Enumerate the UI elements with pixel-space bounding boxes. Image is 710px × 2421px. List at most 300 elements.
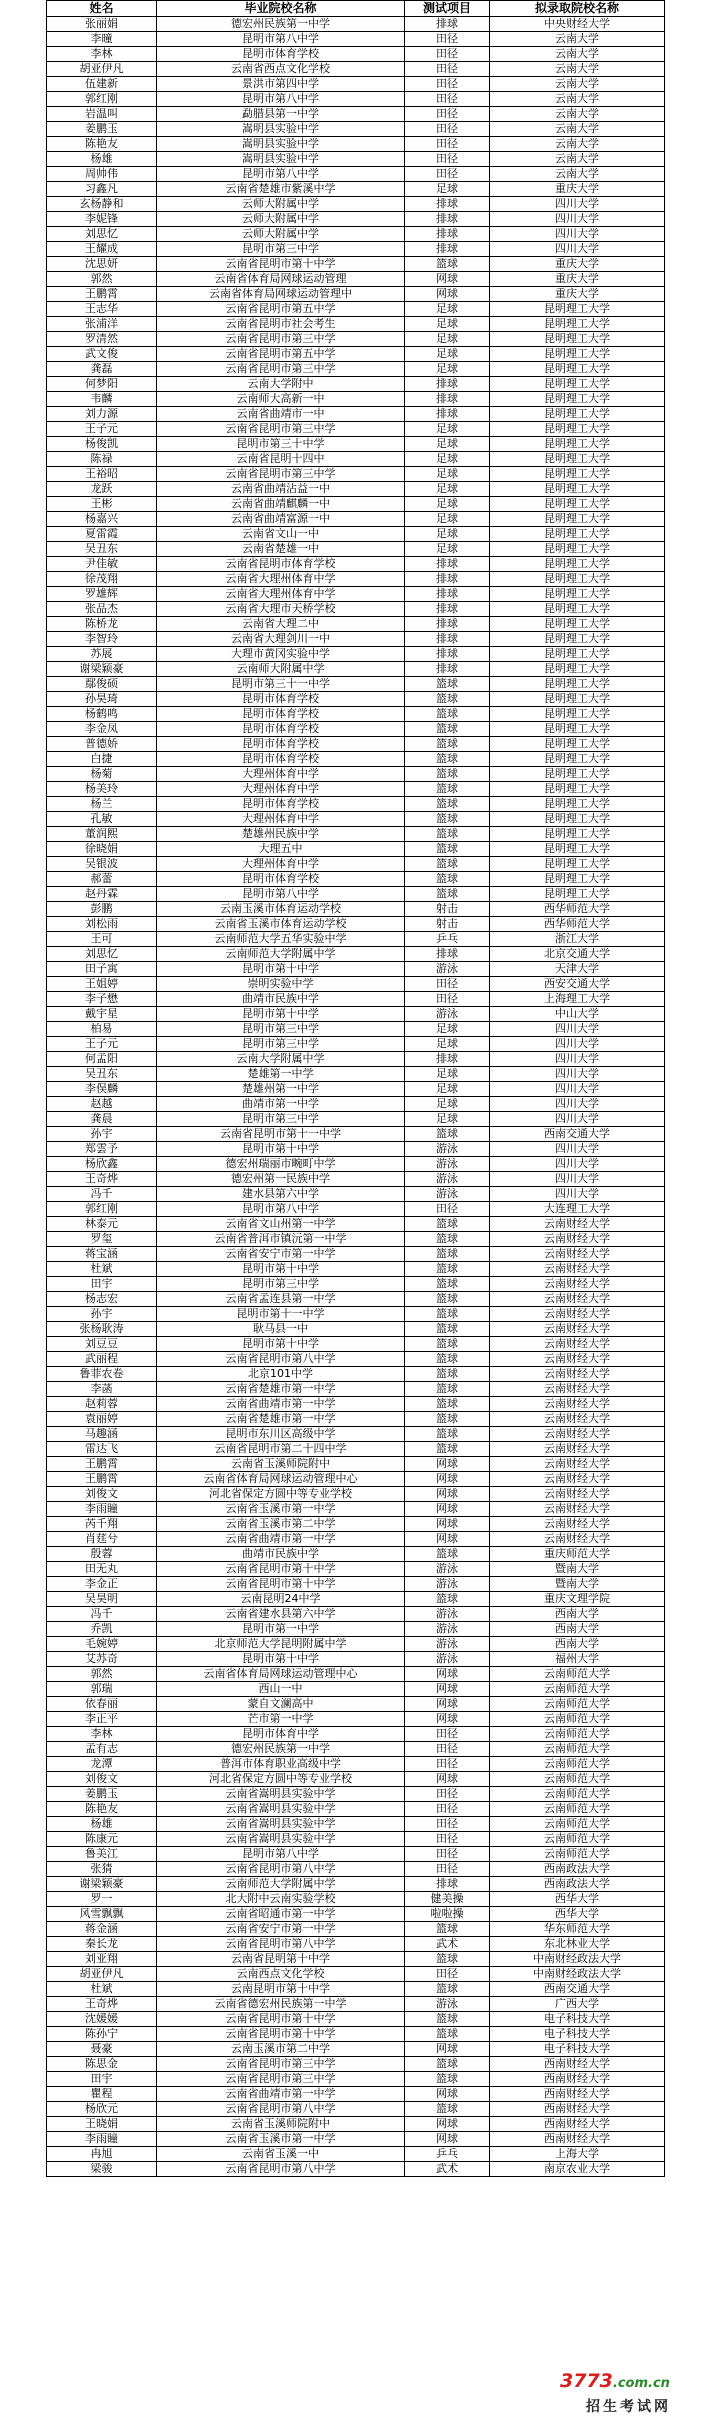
watermark-logo [560, 2370, 670, 2392]
cell-test-item: 射击 [405, 902, 490, 917]
cell-school: 云南省嵩明县实验中学 [157, 1802, 405, 1817]
cell-name: 孙宇 [47, 1127, 157, 1142]
cell-school: 云南省玉溪师院附中 [157, 1457, 405, 1472]
cell-university: 昆明理工大学 [490, 662, 665, 677]
cell-university: 云南财经大学 [490, 1502, 665, 1517]
cell-school: 昆明市第三中学 [157, 1112, 405, 1127]
cell-school: 昆明市第十一中学 [157, 1307, 405, 1322]
cell-school: 云南省玉溪一中 [157, 2147, 405, 2162]
table-row [47, 182, 665, 197]
cell-name: 张浦洋 [47, 317, 157, 332]
cell-test-item: 排球 [405, 617, 490, 632]
cell-name: 罗雄辉 [47, 587, 157, 602]
table-body [47, 17, 665, 2177]
cell-school: 昆明市体育中学 [157, 1727, 405, 1742]
table-row [47, 407, 665, 422]
cell-university: 重庆大学 [490, 182, 665, 197]
cell-school: 云南省昆明十四中 [157, 452, 405, 467]
cell-university: 云南大学 [490, 62, 665, 77]
cell-test-item: 乒乓 [405, 2147, 490, 2162]
cell-university: 西南财经大学 [490, 2072, 665, 2087]
cell-university: 云南财经大学 [490, 1532, 665, 1547]
table-row [47, 1787, 665, 1802]
cell-test-item: 排球 [405, 407, 490, 422]
cell-university: 电子科技大学 [490, 2042, 665, 2057]
cell-university: 重庆大学 [490, 272, 665, 287]
cell-university: 天津大学 [490, 962, 665, 977]
cell-university: 云南财经大学 [490, 1442, 665, 1457]
table-row [47, 2057, 665, 2072]
table-row [47, 2012, 665, 2027]
cell-test-item: 田径 [405, 92, 490, 107]
cell-name: 刘亚翔 [47, 1952, 157, 1967]
table-row [47, 1637, 665, 1652]
cell-school: 云南省曲靖市第一中学 [157, 1532, 405, 1547]
table-row [47, 77, 665, 92]
cell-test-item: 游泳 [405, 1577, 490, 1592]
cell-name: 王子元 [47, 1037, 157, 1052]
cell-school: 昆明市体育学校 [157, 692, 405, 707]
cell-test-item: 网球 [405, 2042, 490, 2057]
cell-name: 龚磊 [47, 362, 157, 377]
cell-school: 云南省昆明市第八中学 [157, 1352, 405, 1367]
cell-test-item: 篮球 [405, 1922, 490, 1937]
table-row [47, 1877, 665, 1892]
cell-school: 北京师范大学昆明附属中学 [157, 1637, 405, 1652]
table-row [47, 152, 665, 167]
cell-test-item: 排球 [405, 227, 490, 242]
cell-test-item: 足球 [405, 512, 490, 527]
cell-university: 重庆文理学院 [490, 1592, 665, 1607]
cell-name: 王鹏霄 [47, 1472, 157, 1487]
table-row [47, 1352, 665, 1367]
cell-university: 西南财经大学 [490, 2132, 665, 2147]
cell-name: 芮千翔 [47, 1517, 157, 1532]
table-row [47, 1382, 665, 1397]
cell-test-item: 排球 [405, 632, 490, 647]
cell-test-item: 篮球 [405, 722, 490, 737]
cell-university: 昆明理工大学 [490, 782, 665, 797]
cell-test-item: 篮球 [405, 2102, 490, 2117]
cell-name: 尹佳敏 [47, 557, 157, 572]
cell-university: 昆明理工大学 [490, 557, 665, 572]
cell-school: 楚雄州第一中学 [157, 1082, 405, 1097]
cell-school: 云南省昆明第十中学 [157, 1952, 405, 1967]
cell-name: 郭红刚 [47, 92, 157, 107]
table-row [47, 1757, 665, 1772]
cell-university: 云南师范大学 [490, 1802, 665, 1817]
cell-university: 云南师范大学 [490, 1712, 665, 1727]
table-row [47, 947, 665, 962]
cell-name: 苏展 [47, 647, 157, 662]
cell-name: 沈思妍 [47, 257, 157, 272]
cell-school: 云南省昆明市社会考生 [157, 317, 405, 332]
cell-university: 华东师范大学 [490, 1922, 665, 1937]
cell-university: 云南师范大学 [490, 1847, 665, 1862]
cell-school: 云南省昆明市第十一中学 [157, 1127, 405, 1142]
cell-test-item: 足球 [405, 347, 490, 362]
cell-name: 雷达飞 [47, 1442, 157, 1457]
cell-school: 云南大学附属中学 [157, 1052, 405, 1067]
cell-test-item: 田径 [405, 47, 490, 62]
cell-school: 云南省昆明市第五中学 [157, 302, 405, 317]
cell-test-item: 篮球 [405, 737, 490, 752]
cell-test-item: 足球 [405, 422, 490, 437]
table-row [47, 47, 665, 62]
cell-university: 上海理工大学 [490, 992, 665, 1007]
cell-university: 昆明理工大学 [490, 797, 665, 812]
cell-name: 田子寓 [47, 962, 157, 977]
cell-test-item: 网球 [405, 287, 490, 302]
cell-test-item: 田径 [405, 137, 490, 152]
cell-school: 德宏州民族第一中学 [157, 17, 405, 32]
table-row [47, 1007, 665, 1022]
cell-university: 福州大学 [490, 1652, 665, 1667]
table-row [47, 1607, 665, 1622]
cell-school: 云南省昭通市第一中学 [157, 1907, 405, 1922]
cell-name: 龙跃 [47, 482, 157, 497]
cell-university: 云南财经大学 [490, 1307, 665, 1322]
cell-school: 蒙自文澜高中 [157, 1697, 405, 1712]
cell-university: 西南大学 [490, 1637, 665, 1652]
cell-name: 冯千 [47, 1607, 157, 1622]
cell-name: 鄢俊硕 [47, 677, 157, 692]
cell-name: 张杨耿涛 [47, 1322, 157, 1337]
cell-university: 昆明理工大学 [490, 392, 665, 407]
cell-name: 张丽娟 [47, 17, 157, 32]
cell-test-item: 足球 [405, 1082, 490, 1097]
cell-university: 昆明理工大学 [490, 767, 665, 782]
cell-school: 云南昆明24中学 [157, 1592, 405, 1607]
cell-name: 夏雷霞 [47, 527, 157, 542]
table-row [47, 257, 665, 272]
cell-test-item: 游泳 [405, 1187, 490, 1202]
cell-university: 昆明理工大学 [490, 452, 665, 467]
cell-university: 四川大学 [490, 242, 665, 257]
cell-university: 东北林业大学 [490, 1937, 665, 1952]
cell-university: 四川大学 [490, 197, 665, 212]
cell-school: 昆明市体育学校 [157, 737, 405, 752]
table-row [47, 1217, 665, 1232]
cell-test-item: 篮球 [405, 1247, 490, 1262]
cell-school: 曲靖市民族中学 [157, 992, 405, 1007]
table-row [47, 2087, 665, 2102]
cell-school: 昆明市第三中学 [157, 1037, 405, 1052]
table-row [47, 1517, 665, 1532]
cell-university: 昆明理工大学 [490, 422, 665, 437]
cell-name: 刘俊文 [47, 1487, 157, 1502]
cell-school: 云南省昆明市第十中学 [157, 2012, 405, 2027]
cell-school: 昆明市体育学校 [157, 797, 405, 812]
table-row [47, 1937, 665, 1952]
cell-school: 楚雄州民族中学 [157, 827, 405, 842]
cell-university: 云南财经大学 [490, 1367, 665, 1382]
cell-school: 云南玉溪市体育运动学校 [157, 902, 405, 917]
cell-university: 重庆大学 [490, 257, 665, 272]
cell-university: 云南大学 [490, 32, 665, 47]
cell-university: 电子科技大学 [490, 2012, 665, 2027]
cell-test-item: 排球 [405, 602, 490, 617]
cell-university: 四川大学 [490, 1157, 665, 1172]
cell-university: 云南财经大学 [490, 1382, 665, 1397]
cell-name: 刘豆豆 [47, 1337, 157, 1352]
cell-test-item: 田径 [405, 77, 490, 92]
cell-school: 云南省昆明市第十中学 [157, 2027, 405, 2042]
cell-name: 徐茂翔 [47, 572, 157, 587]
table-header-row [47, 1, 665, 17]
cell-test-item: 篮球 [405, 2057, 490, 2072]
cell-test-item: 篮球 [405, 887, 490, 902]
header-admitting-university: 拟录取院校名称 [490, 1, 665, 17]
cell-school: 昆明市第十中学 [157, 1142, 405, 1157]
cell-university: 昆明理工大学 [490, 302, 665, 317]
table-row [47, 1022, 665, 1037]
cell-name: 龚晨 [47, 1112, 157, 1127]
cell-test-item: 游泳 [405, 1007, 490, 1022]
cell-name: 白捷 [47, 752, 157, 767]
cell-university: 西南大学 [490, 1607, 665, 1622]
cell-name: 陈思金 [47, 2057, 157, 2072]
cell-test-item: 足球 [405, 1112, 490, 1127]
cell-name: 吴丑东 [47, 542, 157, 557]
table-row [47, 1982, 665, 1997]
cell-university: 云南财经大学 [490, 1337, 665, 1352]
cell-test-item: 网球 [405, 272, 490, 287]
cell-school: 云南省昆明市第八中学 [157, 2102, 405, 2117]
cell-test-item: 田径 [405, 62, 490, 77]
cell-university: 云南财经大学 [490, 1487, 665, 1502]
cell-test-item: 排球 [405, 212, 490, 227]
cell-test-item: 篮球 [405, 752, 490, 767]
cell-name: 田无丸 [47, 1562, 157, 1577]
cell-test-item: 射击 [405, 917, 490, 932]
cell-university: 云南财经大学 [490, 1427, 665, 1442]
cell-name: 杨欣鑫 [47, 1157, 157, 1172]
cell-school: 云南省大理州体育中学 [157, 572, 405, 587]
cell-test-item: 足球 [405, 482, 490, 497]
cell-test-item: 足球 [405, 527, 490, 542]
cell-name: 王姐婷 [47, 977, 157, 992]
cell-name: 赵越 [47, 1097, 157, 1112]
cell-university: 四川大学 [490, 1082, 665, 1097]
cell-name: 张品杰 [47, 602, 157, 617]
cell-university: 云南财经大学 [490, 1517, 665, 1532]
cell-university: 昆明理工大学 [490, 857, 665, 872]
cell-university: 西南财经大学 [490, 2087, 665, 2102]
table-row [47, 1052, 665, 1067]
table-row [47, 1742, 665, 1757]
cell-name: 殷蓉 [47, 1547, 157, 1562]
cell-university: 昆明理工大学 [490, 482, 665, 497]
table-row [47, 1487, 665, 1502]
cell-school: 昆明市第三中学 [157, 1022, 405, 1037]
cell-school: 大理州体育中学 [157, 857, 405, 872]
cell-name: 李正平 [47, 1712, 157, 1727]
cell-school: 嵩明县实验中学 [157, 122, 405, 137]
cell-test-item: 排球 [405, 197, 490, 212]
cell-name: 陈桥龙 [47, 617, 157, 632]
table-row [47, 1682, 665, 1697]
cell-name: 杨嘉兴 [47, 512, 157, 527]
cell-school: 昆明市体育学校 [157, 722, 405, 737]
cell-school: 云南省昆明市第三中学 [157, 362, 405, 377]
cell-school: 云师大附属中学 [157, 212, 405, 227]
cell-test-item: 篮球 [405, 857, 490, 872]
cell-name: 李金凤 [47, 722, 157, 737]
cell-test-item: 网球 [405, 1532, 490, 1547]
cell-test-item: 足球 [405, 1022, 490, 1037]
cell-school: 云南省孟连县第一中学 [157, 1292, 405, 1307]
cell-university: 云南财经大学 [490, 1262, 665, 1277]
cell-school: 昆明市体育学校 [157, 707, 405, 722]
cell-school: 云南省曲靖市第一中学 [157, 1397, 405, 1412]
cell-name: 罗玺 [47, 1232, 157, 1247]
cell-name: 肖莛兮 [47, 1532, 157, 1547]
cell-test-item: 篮球 [405, 797, 490, 812]
cell-university: 四川大学 [490, 212, 665, 227]
table-row [47, 1862, 665, 1877]
table-row [47, 272, 665, 287]
cell-name: 柏易 [47, 1022, 157, 1037]
cell-school: 云南省嵩明县实验中学 [157, 1832, 405, 1847]
cell-test-item: 网球 [405, 2117, 490, 2132]
cell-name: 陈孙宁 [47, 2027, 157, 2042]
cell-name: 风雪飘飘 [47, 1907, 157, 1922]
site-watermark [560, 2370, 700, 2418]
cell-test-item: 篮球 [405, 1262, 490, 1277]
cell-name: 林泰元 [47, 1217, 157, 1232]
cell-school: 昆明市第八中学 [157, 167, 405, 182]
cell-university: 中南财经政法大学 [490, 1952, 665, 1967]
cell-name: 谢梁颖豪 [47, 662, 157, 677]
cell-school: 昆明市体育学校 [157, 752, 405, 767]
cell-university: 四川大学 [490, 1067, 665, 1082]
table-row [47, 1772, 665, 1787]
cell-test-item: 网球 [405, 2132, 490, 2147]
table-row [47, 1652, 665, 1667]
cell-test-item: 游泳 [405, 1157, 490, 1172]
table-row [47, 197, 665, 212]
table-row [47, 452, 665, 467]
table-row [47, 437, 665, 452]
cell-name: 戴宇星 [47, 1007, 157, 1022]
cell-test-item: 足球 [405, 302, 490, 317]
cell-name: 岩温叫 [47, 107, 157, 122]
table-row [47, 932, 665, 947]
cell-name: 马趣涵 [47, 1427, 157, 1442]
cell-school: 昆明市第三十中学 [157, 437, 405, 452]
cell-name: 韦麟 [47, 392, 157, 407]
cell-school: 云南省德宏州民族第一中学 [157, 1997, 405, 2012]
cell-name: 瞿程 [47, 2087, 157, 2102]
table-row [47, 1397, 665, 1412]
cell-school: 云南省玉溪师院附中 [157, 2117, 405, 2132]
cell-name: 田宇 [47, 2072, 157, 2087]
cell-school: 云南省昆明市第三中学 [157, 332, 405, 347]
table-row [47, 1847, 665, 1862]
table-row [47, 1337, 665, 1352]
cell-school: 云南省昆明市第三中学 [157, 2072, 405, 2087]
cell-test-item: 篮球 [405, 1547, 490, 1562]
table-row [47, 1622, 665, 1637]
table-row [47, 1412, 665, 1427]
cell-test-item: 篮球 [405, 257, 490, 272]
table-row [47, 107, 665, 122]
cell-school: 云南省体育局网球运动管理中心 [157, 1667, 405, 1682]
cell-name: 乔凯 [47, 1622, 157, 1637]
cell-name: 普德娇 [47, 737, 157, 752]
cell-name: 王裕昭 [47, 467, 157, 482]
table-row [47, 527, 665, 542]
cell-test-item: 篮球 [405, 2072, 490, 2087]
cell-test-item: 篮球 [405, 1427, 490, 1442]
cell-test-item: 排球 [405, 17, 490, 32]
table-row [47, 827, 665, 842]
cell-test-item: 游泳 [405, 1997, 490, 2012]
cell-test-item: 篮球 [405, 707, 490, 722]
cell-university: 昆明理工大学 [490, 692, 665, 707]
table-row [47, 227, 665, 242]
cell-test-item: 足球 [405, 1067, 490, 1082]
table-row [47, 347, 665, 362]
cell-university: 云南师范大学 [490, 1742, 665, 1757]
cell-school: 建水县第六中学 [157, 1187, 405, 1202]
cell-test-item: 篮球 [405, 1982, 490, 1997]
table-row [47, 1472, 665, 1487]
cell-test-item: 篮球 [405, 872, 490, 887]
header-test-item: 测试项目 [405, 1, 490, 17]
cell-university: 云南财经大学 [490, 1472, 665, 1487]
table-row [47, 1442, 665, 1457]
cell-school: 德宏州第一民族中学 [157, 1172, 405, 1187]
cell-university: 云南财经大学 [490, 1232, 665, 1247]
cell-university: 云南大学 [490, 77, 665, 92]
cell-school: 昆明市东川区高级中学 [157, 1427, 405, 1442]
cell-name: 刘力源 [47, 407, 157, 422]
cell-test-item: 篮球 [405, 1397, 490, 1412]
cell-school: 云南省西点文化学校 [157, 62, 405, 77]
cell-university: 昆明理工大学 [490, 707, 665, 722]
cell-university: 云南大学 [490, 137, 665, 152]
cell-school: 云南省昆明市第八中学 [157, 2162, 405, 2177]
table-row [47, 317, 665, 332]
watermark-tagline: 招生考试网 [586, 2399, 671, 2415]
cell-university: 昆明理工大学 [490, 317, 665, 332]
cell-test-item: 足球 [405, 317, 490, 332]
cell-name: 鲁菲农卷 [47, 1367, 157, 1382]
cell-university: 昆明理工大学 [490, 377, 665, 392]
cell-name: 王耀成 [47, 242, 157, 257]
cell-name: 李智玲 [47, 632, 157, 647]
table-row [47, 287, 665, 302]
table-row [47, 1232, 665, 1247]
cell-name: 谢梁颖豪 [47, 1877, 157, 1892]
cell-test-item: 田径 [405, 167, 490, 182]
table-row [47, 467, 665, 482]
cell-school: 昆明市第十中学 [157, 1262, 405, 1277]
table-row [47, 962, 665, 977]
table-row [47, 1547, 665, 1562]
table-row [47, 617, 665, 632]
cell-test-item: 足球 [405, 542, 490, 557]
cell-university: 西安交通大学 [490, 977, 665, 992]
cell-school: 云南省昆明市第三中学 [157, 2057, 405, 2072]
cell-school: 云南省昆明市第八中学 [157, 1937, 405, 1952]
table-row [47, 767, 665, 782]
cell-test-item: 网球 [405, 1667, 490, 1682]
cell-test-item: 武术 [405, 1937, 490, 1952]
cell-school: 德宏州民族第一中学 [157, 1742, 405, 1757]
